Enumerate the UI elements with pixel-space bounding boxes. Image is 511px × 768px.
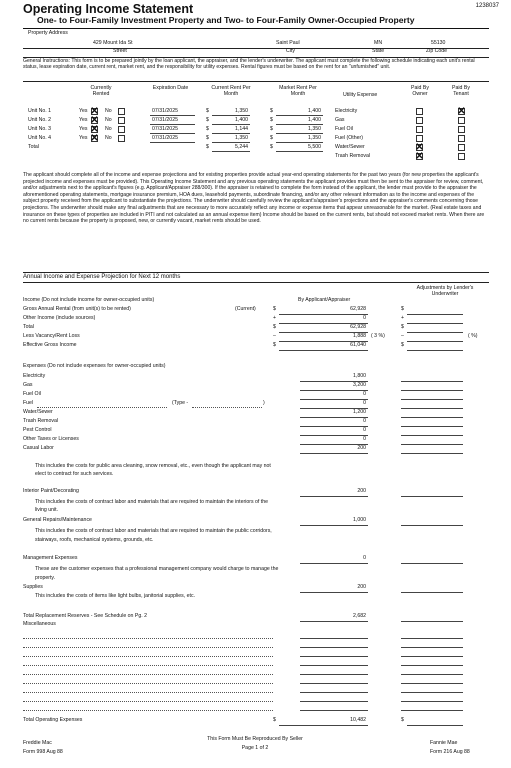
rented-no-checkbox[interactable] — [118, 117, 125, 124]
expense-row-value[interactable]: 1,800 — [353, 373, 366, 379]
market-rent-value[interactable]: 1,350 — [308, 135, 321, 141]
rented-no-checkbox[interactable] — [118, 126, 125, 133]
interior-note: This includes the costs of contract labor and materials that are required to maintain the interiors of the living unit. — [35, 499, 268, 514]
utility-expense-label: Gas — [335, 117, 345, 123]
income-header: Income (Do not include income for owner-occupied units) — [23, 297, 155, 303]
rented-no-label: No — [105, 126, 112, 132]
fuel-type-field[interactable] — [192, 407, 262, 408]
current-rent-dollar: $ — [206, 117, 209, 123]
rented-no-label: No — [105, 117, 112, 123]
misc-value-line[interactable] — [300, 710, 368, 711]
rented-yes-check-icon: ✕ — [90, 124, 99, 135]
utility-expense-label: Fuel (Other) — [335, 135, 363, 141]
misc-item-line[interactable] — [23, 674, 273, 675]
current-rent-dollar: $ — [206, 135, 209, 141]
expense-row-label: Casual Labor — [23, 445, 54, 451]
market-rent-dollar: $ — [270, 135, 273, 141]
current-rent-underline — [212, 133, 250, 134]
misc-item-line[interactable] — [23, 710, 273, 711]
adjustment-underline[interactable] — [401, 453, 463, 454]
expiration-underline — [150, 115, 195, 116]
state-value[interactable]: MN — [374, 40, 383, 46]
expiration-underline — [150, 133, 195, 134]
income-row-sign: $ — [273, 306, 276, 312]
management-label: Management Expenses — [23, 555, 78, 561]
header-utility-expense: Utility Expense — [343, 92, 378, 98]
adjustment-sign: $ — [401, 306, 404, 312]
adjustment-underline[interactable] — [401, 390, 463, 391]
expense-row-label: Fuel — [23, 400, 34, 406]
misc-adjustment-line[interactable] — [401, 656, 463, 657]
current-rent-underline — [212, 151, 250, 152]
income-row-percent: ( 3 %) — [371, 333, 385, 339]
fuel-type-dotted-line — [37, 407, 167, 408]
utility-expense-label: Trash Removal — [335, 153, 370, 159]
city-label: City — [286, 48, 295, 54]
unit-label: Unit No. 1 — [28, 108, 52, 114]
adjustment-sign: – — [401, 333, 404, 339]
current-rent-dollar: $ — [206, 144, 209, 150]
misc-value-line[interactable] — [300, 638, 368, 639]
expense-row-value[interactable]: 0 — [363, 427, 366, 433]
income-row-sign: $ — [273, 342, 276, 348]
footer-reproduce-note: This Form Must Be Reproduced By Seller — [207, 736, 303, 742]
market-rent-underline — [276, 124, 323, 125]
market-rent-value[interactable]: 1,400 — [308, 117, 321, 123]
reserves-value[interactable]: 2,682 — [353, 613, 366, 619]
expense-row-value[interactable]: 0 — [363, 400, 366, 406]
expense-row-label: Trash Removal — [23, 418, 58, 424]
footer-form-998: Form 998 Aug 88 — [23, 749, 63, 755]
misc-item-line[interactable] — [23, 701, 273, 702]
expense-row-underline — [300, 426, 368, 427]
misc-item-line[interactable] — [23, 656, 273, 657]
interior-label: Interior Paint/Decorating — [23, 488, 79, 494]
expense-row-underline — [300, 399, 368, 400]
current-rent-value[interactable]: 1,350 — [235, 135, 248, 141]
misc-value-line[interactable] — [300, 701, 368, 702]
header-paid-tenant: Paid By Tenant — [452, 85, 470, 97]
misc-label: Miscellaneous — [23, 621, 56, 627]
header-market-rent: Market Rent Per Month — [279, 85, 317, 97]
rented-no-checkbox[interactable] — [118, 135, 125, 142]
paid-tenant-checkbox[interactable] — [458, 126, 465, 133]
property-address-label: Property Address — [28, 30, 68, 36]
market-rent-value[interactable]: 5,500 — [308, 144, 321, 150]
casual-labor-note: This includes the costs for public area cleaning, snow removal, etc., even though the applicant may not elect to contract for such services. — [35, 463, 271, 478]
supplies-note: This includes the costs of items like light bulbs, janitorial supplies, etc. — [35, 593, 196, 599]
income-row-underline — [279, 314, 368, 315]
adjustment-underline[interactable] — [401, 435, 463, 436]
paid-owner-checkbox[interactable] — [416, 117, 423, 124]
current-rent-value[interactable]: 1,350 — [235, 108, 248, 114]
misc-adjustment-line[interactable] — [401, 674, 463, 675]
expense-row-value[interactable]: 200 — [357, 445, 366, 451]
reserves-label: Total Replacement Reserves - See Schedule on Pg. 2 — [23, 613, 147, 619]
income-row-label: Less Vacancy/Rent Loss — [23, 333, 80, 339]
current-rent-value[interactable]: 5,244 — [235, 144, 248, 150]
unit-label: Unit No. 3 — [28, 126, 52, 132]
misc-item-line[interactable] — [23, 665, 273, 666]
misc-item-line[interactable] — [23, 638, 273, 639]
unit-label: Unit No. 2 — [28, 117, 52, 123]
income-row-value[interactable]: 1,888 — [353, 333, 366, 339]
income-row-label: Total — [23, 324, 34, 330]
general-instructions: General Instructions: This form is to be prepared jointly by the loan applicant, the appraiser, and the lender's underwriter. The applicant must complete the following schedule indicating each unit's rental status, lease expiration date, current rent, market rent, and the responsibility for utility expenses. Rental figures must be based on the rent for an "unfurnished" unit. — [23, 58, 475, 71]
total-operating-dollar: $ — [273, 717, 276, 723]
expense-row-value[interactable]: 1,200 — [353, 409, 366, 415]
rented-yes-label: Yes — [79, 135, 88, 141]
misc-adjustment-line[interactable] — [401, 647, 463, 648]
misc-adjustment-line[interactable] — [401, 683, 463, 684]
adjustment-sign: $ — [401, 342, 404, 348]
paid-owner-checkbox[interactable] — [416, 126, 423, 133]
market-rent-underline — [276, 133, 323, 134]
adjustment-underline[interactable] — [407, 332, 463, 333]
paid-tenant-checkbox[interactable] — [458, 117, 465, 124]
footer-form-216: Form 216 Aug 88 — [430, 749, 470, 755]
owner-check-icon: ✕ — [415, 142, 424, 153]
expense-row-underline — [300, 390, 368, 391]
management-note: These are the customer expenses that a professional management company would charge to manage the property. — [35, 566, 279, 582]
misc-item-line[interactable] — [23, 692, 273, 693]
expiration-date[interactable]: 07/31/2025 — [152, 126, 178, 132]
current-rent-underline — [212, 124, 250, 125]
current-rent-dollar: $ — [206, 126, 209, 132]
misc-adjustment-line[interactable] — [401, 692, 463, 693]
current-rent-underline — [212, 115, 250, 116]
header-current-rent: Current Rent Per Month — [211, 85, 251, 97]
market-rent-dollar: $ — [270, 117, 273, 123]
current-rent-dollar: $ — [206, 108, 209, 114]
tenant-check-icon: ✕ — [457, 106, 466, 117]
street-label: Street — [113, 48, 127, 54]
income-row-label: Gross Annual Rental (from unit(s) to be rented) — [23, 306, 131, 312]
utility-expense-label: Electricity — [335, 108, 358, 114]
paid-owner-checkbox[interactable] — [416, 108, 423, 115]
total-operating-label: Total Operating Expenses — [23, 717, 83, 723]
market-rent-value[interactable]: 1,350 — [308, 126, 321, 132]
footer-fannie-mae: Fannie Mae — [430, 740, 458, 746]
footer-page-number: Page 1 of 2 — [241, 745, 269, 751]
income-row-label: Effective Gross Income — [23, 342, 77, 348]
market-rent-dollar: $ — [270, 126, 273, 132]
city-value[interactable]: Saint Paul — [276, 40, 300, 46]
repairs-value[interactable]: 1,000 — [353, 517, 366, 523]
misc-value-line[interactable] — [300, 665, 368, 666]
misc-adjustment-line[interactable] — [401, 710, 463, 711]
adjustment-underline[interactable] — [407, 341, 463, 342]
expense-row-underline — [300, 417, 368, 418]
misc-adjustment-line[interactable] — [401, 701, 463, 702]
income-row-sign: – — [273, 333, 276, 339]
income-row-label: Other Income (include sources) — [23, 315, 96, 321]
paid-owner-checkbox[interactable] — [416, 135, 423, 142]
street-value[interactable]: 429 Mount Ida St — [93, 40, 133, 46]
market-rent-underline — [276, 142, 323, 143]
income-row-note: (Current) — [235, 306, 256, 312]
total-operating-value[interactable]: 10,482 — [350, 717, 366, 723]
zip-label: Zip Code — [426, 48, 448, 54]
expenses-header: Expenses (Do not include expenses for owner-occupied units) — [23, 363, 166, 369]
expense-row-underline — [300, 435, 368, 436]
rented-yes-check-icon: ✕ — [90, 133, 99, 144]
expense-row-label: Other Taxes or Licenses — [23, 436, 79, 442]
adjustment-underline[interactable] — [401, 426, 463, 427]
total-operating-adj-dollar: $ — [401, 717, 404, 723]
misc-adjustment-line[interactable] — [401, 665, 463, 666]
by-applicant-header: By Applicant/Appraiser — [298, 297, 351, 303]
income-row-sign: $ — [273, 324, 276, 330]
misc-item-line[interactable] — [23, 647, 273, 648]
fuel-type-close: ) — [263, 400, 265, 406]
expense-row-underline — [300, 453, 368, 454]
market-rent-underline — [276, 115, 323, 116]
income-row-value[interactable]: 61,040 — [350, 342, 366, 348]
fuel-type-label: (Type - — [172, 400, 189, 406]
misc-item-line[interactable] — [23, 683, 273, 684]
adjustment-percent: ( %) — [468, 333, 478, 339]
owner-check-icon: ✕ — [415, 151, 424, 162]
expiration-date[interactable]: 07/31/2025 — [152, 135, 178, 141]
adjustment-underline[interactable] — [407, 314, 463, 315]
income-row-value[interactable]: 62,928 — [350, 306, 366, 312]
state-label: State — [372, 48, 385, 54]
repairs-label: General Repairs/Maintenance — [23, 517, 92, 523]
header-currently-rented: Currently Rented — [90, 85, 112, 97]
market-rent-dollar: $ — [270, 108, 273, 114]
management-value[interactable]: 0 — [363, 555, 366, 561]
repairs-note: This includes the costs of contract labor and materials that are required to maintain the public corridors, stairways, roofs, mechanical systems, grounds, etc. — [35, 528, 272, 544]
utility-expense-label: Water/Sewer — [335, 144, 365, 150]
current-rent-value[interactable]: 1,144 — [235, 126, 248, 132]
header-expiration: Expiration Date — [152, 85, 189, 91]
misc-adjustment-line[interactable] — [401, 638, 463, 639]
rented-no-label: No — [105, 135, 112, 141]
expense-row-label: Electricity — [23, 373, 46, 379]
misc-value-line[interactable] — [300, 647, 368, 648]
rented-yes-check-icon: ✕ — [90, 115, 99, 126]
market-rent-value[interactable]: 1,400 — [308, 108, 321, 114]
page-title: Operating Income Statement — [23, 2, 194, 16]
footer-freddie-mac: Freddie Mac — [23, 740, 52, 746]
rented-yes-label: Yes — [79, 126, 88, 132]
expense-row-label: Fuel Oil — [23, 391, 41, 397]
rented-yes-label: Yes — [79, 117, 88, 123]
rented-no-checkbox[interactable] — [118, 108, 125, 115]
page-subtitle: One- to Four-Family Investment Property and Two- to Four-Family Owner-Occupied Property — [37, 15, 415, 25]
supplies-value[interactable]: 200 — [357, 584, 366, 590]
adjustment-underline[interactable] — [401, 381, 463, 382]
adjustment-sign: $ — [401, 324, 404, 330]
misc-value-line[interactable] — [300, 683, 368, 684]
misc-value-line[interactable] — [300, 674, 368, 675]
form-number: 1238037 — [475, 3, 499, 9]
misc-value-line[interactable] — [300, 656, 368, 657]
expense-row-label: Gas — [23, 382, 33, 388]
current-rent-value[interactable]: 1,400 — [235, 117, 248, 123]
header-paid-owner: Paid By Owner — [411, 85, 429, 97]
paid-tenant-checkbox[interactable] — [458, 135, 465, 142]
adjustment-underline[interactable] — [407, 350, 463, 351]
expiration-date[interactable]: 07/31/2025 — [152, 108, 178, 114]
market-rent-underline — [276, 151, 323, 152]
adjustment-underline[interactable] — [401, 408, 463, 409]
current-rent-underline — [212, 142, 250, 143]
expense-row-value[interactable]: 3,200 — [353, 382, 366, 388]
adjustment-underline[interactable] — [401, 399, 463, 400]
income-row-value[interactable]: 0 — [363, 315, 366, 321]
market-rent-dollar: $ — [270, 144, 273, 150]
utility-expense-label: Fuel Oil — [335, 126, 353, 132]
adjustment-sign: + — [401, 315, 405, 321]
expiration-underline — [150, 124, 195, 125]
zip-value[interactable]: 55130 — [431, 40, 446, 46]
expense-row-label: Water/Sewer — [23, 409, 53, 415]
income-row-sign: + — [273, 315, 277, 321]
expiration-underline — [150, 142, 195, 143]
annual-section-title: Annual Income and Expense Projection for Next 12 months — [23, 274, 181, 280]
income-row-underline — [279, 350, 368, 351]
supplies-label: Supplies — [23, 584, 43, 590]
paid-tenant-checkbox[interactable] — [458, 153, 465, 160]
expense-row-value[interactable]: 0 — [363, 418, 366, 424]
rented-yes-label: Yes — [79, 108, 88, 114]
paid-tenant-checkbox[interactable] — [458, 144, 465, 151]
unit-label: Total — [28, 144, 39, 150]
adjustments-header: Adjustments by Lender's Underwriter — [416, 285, 474, 297]
expense-row-label: Pest Control — [23, 427, 52, 433]
adjustment-underline[interactable] — [401, 444, 463, 445]
rented-no-label: No — [105, 108, 112, 114]
adjustment-underline[interactable] — [407, 323, 463, 324]
expense-row-value[interactable]: 0 — [363, 436, 366, 442]
interior-value[interactable]: 200 — [357, 488, 366, 494]
adjustment-underline[interactable] — [401, 417, 463, 418]
rented-yes-check-icon: ✕ — [90, 106, 99, 117]
unit-label: Unit No. 4 — [28, 135, 52, 141]
misc-value-line[interactable] — [300, 692, 368, 693]
expense-row-value[interactable]: 0 — [363, 391, 366, 397]
income-row-value[interactable]: 62,928 — [350, 324, 366, 330]
expiration-date[interactable]: 07/31/2025 — [152, 117, 178, 123]
instructions-paragraph: The applicant should complete all of the income and expense projections and for existing properties provide actual year-end operating statements for the past two years (for new properties the applicant's projected income and expenses must be provided). This Operating Income Statement and any previous operating statements the applicant provides must then be sent to the appraiser for review, comment, and/or adjustments next to the applicant's figures (e.g. Applicant/Appraiser 288/300). If the appraiser is retained to complete the form instead of the applicant, the lender must provide to the appraiser the aforementioned operating statements, mortgage insurance premium, HOA dues, leasehold payments, subordinate financing, and/or any other relevant information as to the income and expenses of the subject property received from the applicant to substantiate the projections. The underwriter should carefully review the applicant's/appraiser's projections and the appraiser's comments concerning those projections. The underwriter should make any final adjustments that are necessary to more accurately reflect any income or expense items that appear unreasonable for the market. (Real estate taxes and insurance on these types of properties are included in PITI and not calculated as an annual expense item) Income should be based on the current rents, but should not exceed market rents. When there are no current rents because the property is proposed, new, or currently vacant, market rents should be used. — [23, 172, 485, 225]
